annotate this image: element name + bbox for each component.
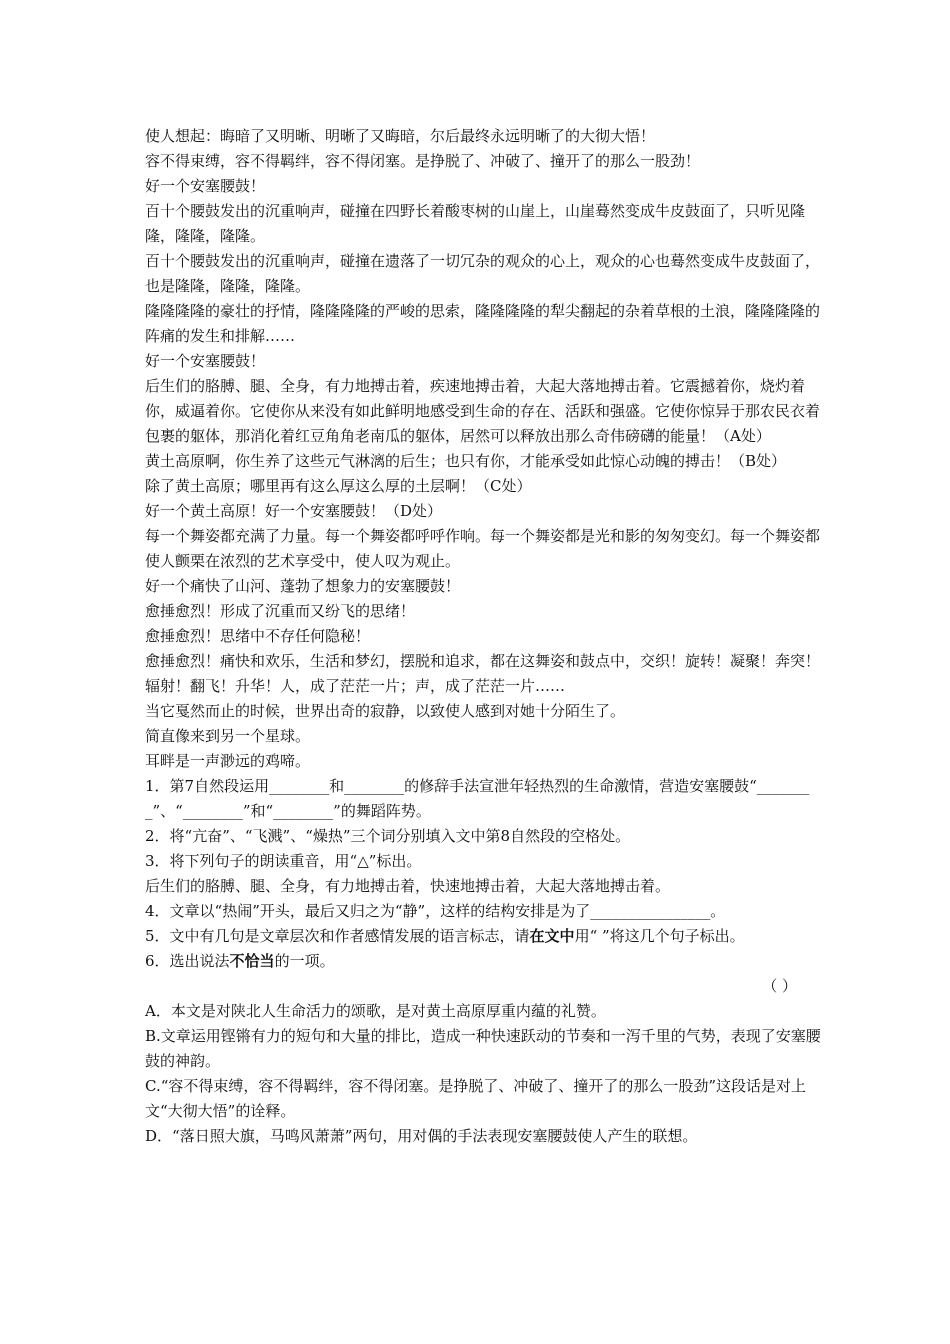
question-3: 3．将下列句子的朗读重音，用“△”标出。: [145, 852, 422, 870]
passage-paragraph: 后生们的胳膊、腿、全身，有力地搏击着，疾速地搏击着，大起大落地搏击着。它震撼着你，烧灼着你，威逼着你。它使你从来没有如此鲜明地感受到生命的存在、活跃和强盛。它使你惊异于那农民衣着包裹的躯体，那消化着红豆角角老南瓜的躯体，居然可以释放出那么奇伟磅礴的能量！（A处）: [145, 377, 821, 445]
answer-parentheses: （ ）: [762, 977, 797, 995]
option-a: A．本文是对陕北人生命活力的颂歌，是对黄土高原厚重内蕴的礼赞。: [145, 1002, 606, 1020]
passage-paragraph: 容不得束缚，容不得羁绊，容不得闭塞。是挣脱了、冲破了、撞开了的那么一股劲！: [145, 152, 701, 170]
passage-paragraph: 百十个腰鼓发出的沉重响声，碰撞在四野长着酸枣树的山崖上，山崖蓦然变成牛皮鼓面了，只听见隆隆，隆隆，隆隆。: [145, 202, 806, 245]
passage-paragraph: 愈捶愈烈！形成了沉重而又纷飞的思绪！: [145, 602, 416, 620]
passage-paragraph: 好一个安塞腰鼓！: [145, 177, 266, 195]
passage-paragraph: 好一个黄土高原！好一个安塞腰鼓！（D处）: [145, 502, 443, 520]
passage: [145, 124, 825, 774]
question-3-sentence: 后生们的胳膊、腿、全身，有力地搏击着，快速地搏击着，大起大落地搏击着。: [145, 877, 671, 895]
question-6-emphasis: 不恰当: [229, 952, 275, 970]
passage-paragraph: 除了黄土高原；哪里再有这么厚这么厚的土层啊！（C处）: [145, 477, 532, 495]
passage-paragraph: 百十个腰鼓发出的沉重响声，碰撞在遗落了一切冗杂的观众的心上，观众的心也蓦然变成牛皮鼓面了，也是隆隆，隆隆，隆隆。: [145, 252, 821, 295]
passage-paragraph: 隆隆隆隆的豪壮的抒情，隆隆隆隆的严峻的思索，隆隆隆隆的犁尖翻起的杂着草根的土浪，隆隆隆隆的阵痛的发生和排解……: [145, 302, 821, 345]
question-6-text: 6．选出说法: [145, 952, 230, 970]
option-c: C.“容不得束缚，容不得羁绊，容不得闭塞。是挣脱了、冲破了、撞开了的那么一股劲”这段话是对上文“大彻大悟”的诠释。: [145, 1077, 807, 1120]
passage-paragraph: 好一个安塞腰鼓！: [145, 352, 266, 370]
question-5-emphasis: 在文中: [529, 927, 575, 945]
question-5-text-end: 用“ ”将这几个句子标出。: [574, 927, 745, 945]
passage-paragraph: 黄土高原啊，你生养了这些元气淋漓的后生；也只有你，才能承受如此惊心动魄的搏击！（B处）: [145, 452, 787, 470]
passage-paragraph: 好一个痛快了山河、蓬勃了想象力的安塞腰鼓！: [145, 577, 461, 595]
question-5: [145, 924, 825, 949]
question-4: 4．文章以“热闹”开头，最后又归之为“静”，这样的结构安排是为了________________。: [145, 902, 726, 920]
question-5-text: 5．文中有几句是文章层次和作者感情发展的语言标志，请: [145, 927, 530, 945]
question-6: [145, 949, 825, 974]
question-2: 2．将“亢奋”、“飞溅”、“燥热”三个词分别填入文中第8自然段的空格处。: [145, 827, 631, 845]
question-1: 1．第7自然段运用________和________的修辞手法宣泄年轻热烈的生命激情，营造安塞腰鼓“________”、“________”和“________”的舞蹈阵势。: [145, 777, 810, 820]
questions: [145, 774, 825, 1149]
passage-paragraph: 当它戛然而止的时候，世界出奇的寂静，以致使人感到对她十分陌生了。: [145, 702, 626, 720]
option-b: B.文章运用铿锵有力的短句和大量的排比，造成一种快速跃动的节奏和一泻千里的气势，表现了安塞腰鼓的神韵。: [145, 1027, 821, 1070]
question-6-text-end: 的一项。: [274, 952, 335, 970]
passage-paragraph: 简直像来到另一个星球。: [145, 727, 311, 745]
option-d: D．“落日照大旗，马鸣风萧萧”两句，用对偶的手法表现安塞腰鼓使人产生的联想。: [145, 1127, 698, 1145]
passage-paragraph: 使人想起：晦暗了又明晰、明晰了又晦暗，尔后最终永远明晰了的大彻大悟！: [145, 127, 656, 145]
passage-paragraph: 愈捶愈烈！思绪中不存任何隐秘！: [145, 627, 371, 645]
passage-paragraph: 每一个舞姿都充满了力量。每一个舞姿都呼呼作响。每一个舞姿都是光和影的匆匆变幻。每一个舞姿都使人颤栗在浓烈的艺术享受中，使人叹为观止。: [145, 527, 821, 570]
passage-paragraph: 愈捶愈烈！痛快和欢乐，生活和梦幻，摆脱和追求，都在这舞姿和鼓点中，交织！旋转！凝聚！奔突！辐射！翻飞！升华！人，成了茫茫一片；声，成了茫茫一片……: [145, 652, 821, 695]
document-page: [145, 124, 825, 1149]
passage-paragraph: 耳畔是一声渺远的鸡啼。: [145, 752, 311, 770]
